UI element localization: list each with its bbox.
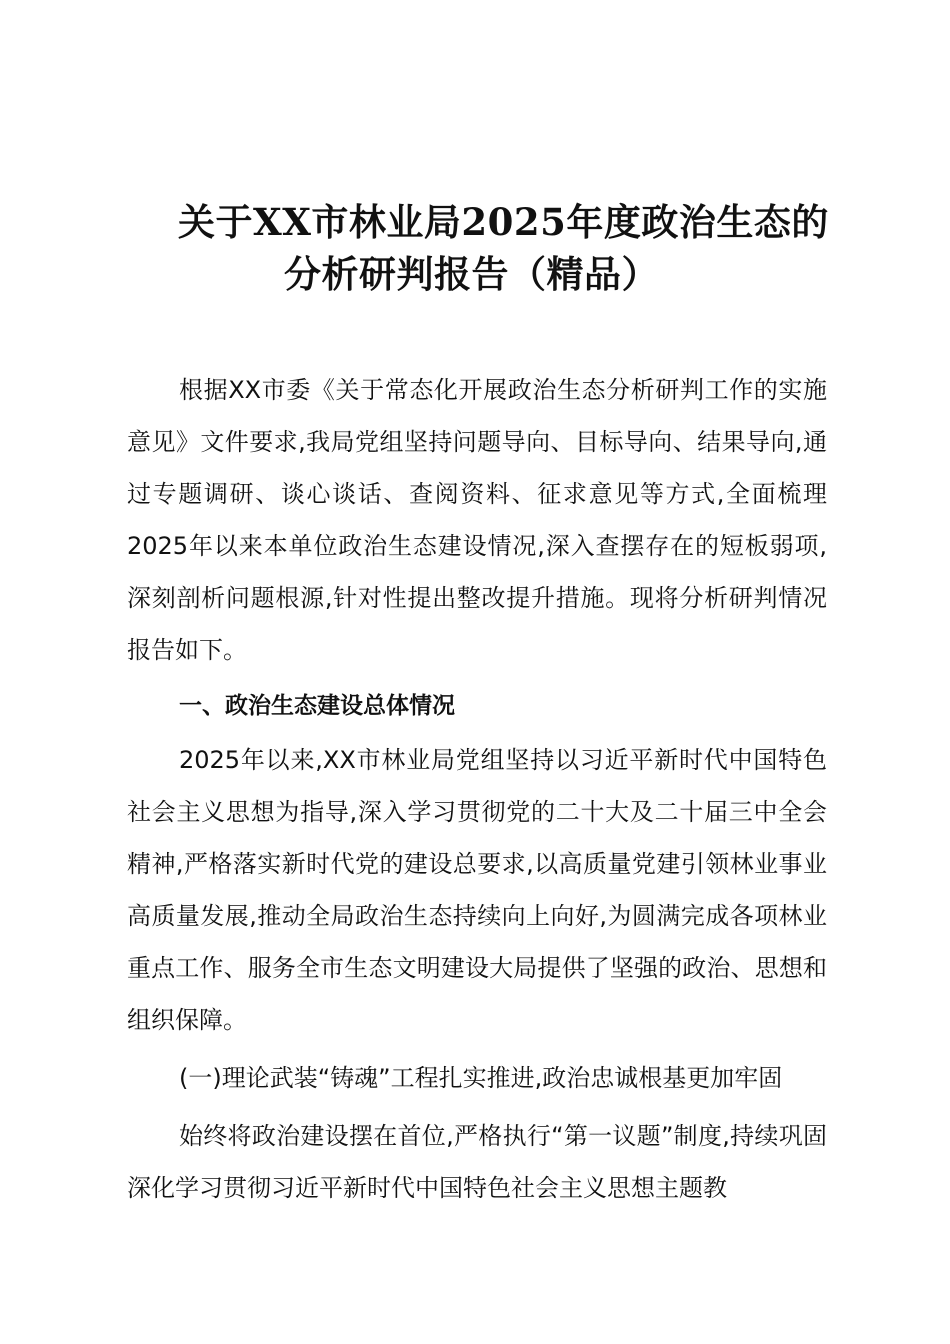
document-body <box>127 364 827 1214</box>
detail-paragraph: 始终将政治建设摆在首位,严格执行“第一议题”制度,持续巩固深化学习贯彻习近平新时代中国特色社会主义思想主题教 <box>127 1122 827 1202</box>
overview-paragraph: 2025年以来,XX市林业局党组坚持以习近平新时代中国特色社会主义思想为指导,深入学习贯彻党的二十大及二十届三中全会精神,严格落实新时代党的建设总要求,以高质量党建引领林业事业高质量发展,推动全局政治生态持续向上向好,为圆满完成各项林业重点工作、服务全市生态文明建设大局提供了坚强的政治、思想和组织保障。 <box>127 746 827 1034</box>
subsection-heading: (一)理论武装“铸魂”工程扎实推进,政治忠诚根基更加牢固 <box>179 1064 783 1092</box>
title-line-1: 关于XX市林业局2025年度政治生态的 <box>178 200 829 244</box>
intro-paragraph: 根据XX市委《关于常态化开展政治生态分析研判工作的实施意见》文件要求,我局党组坚持问题导向、目标导向、结果导向,通过专题调研、谈心谈话、查阅资料、征求意见等方式,全面梳理2025年以来本单位政治生态建设情况,深入查摆存在的短板弱项,深刻剖析问题根源,针对性提出整改提升措施。现将分析研判情况报告如下。 <box>127 376 827 664</box>
document-title <box>178 196 838 300</box>
title-line-2: 分析研判报告（精品） <box>284 252 659 296</box>
section-heading: 一、政治生态建设总体情况 <box>179 693 455 719</box>
